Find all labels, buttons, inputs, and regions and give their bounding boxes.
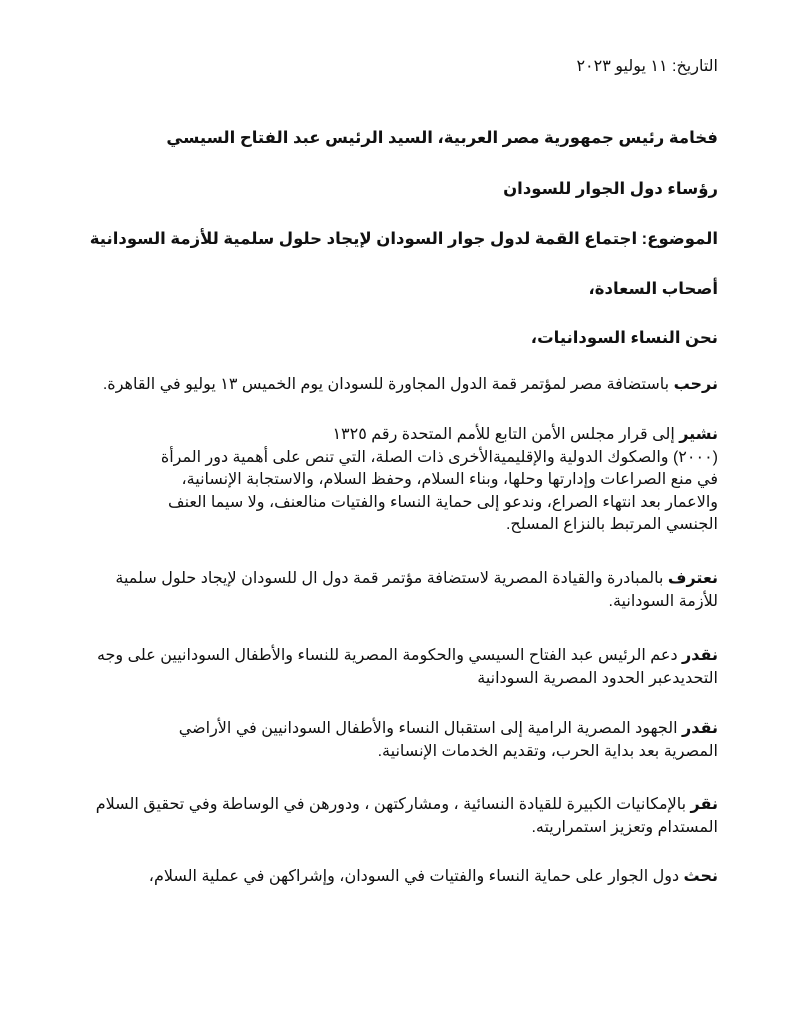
paragraph-line: نرحب باستضافة مصر لمؤتمر قمة الدول المجاورة للسودان يوم الخميس ١٣ يوليو في القاهرة. bbox=[102, 376, 718, 393]
lead-word: نرحب bbox=[673, 376, 718, 393]
paragraph-line: نقدر الجهود المصرية الرامية إلى استقبال النساء والأطفال السودانيين في الأراضي bbox=[178, 720, 718, 737]
paragraph-line: نقر بالإمكانيات الكبيرة للقيادة النسائية ، ومشاركتهن ، ودورهن في الوساطة وفي تحقيق السلام bbox=[95, 796, 718, 813]
paragraph-line: نعترف بالمبادرة والقيادة المصرية لاستضافة مؤتمر قمة دول ال للسودان لإيجاد حلول سلمية bbox=[115, 570, 718, 587]
paragraph-line: للأزمة السودانية. bbox=[608, 592, 718, 610]
paragraph-line: والاعمار بعد انتهاء الصراع، وندعو إلى حماية النساء والفتيات منالعنف، ولا سيما العنف bbox=[168, 493, 718, 511]
lead-word: نعترف bbox=[667, 570, 718, 587]
recipient2-line: رؤساء دول الجوار للسودان bbox=[503, 180, 718, 198]
lead-word: نقدر bbox=[682, 647, 718, 664]
paragraph-line: نشير إلى قرار مجلس الأمن التابع للأمم المتحدة رقم ١٣٢٥ bbox=[332, 426, 718, 443]
lead-word: نقدر bbox=[682, 720, 718, 737]
paragraph-line: في منع الصراعات وإدارتها وحلها، وبناء السلام، وحفظ السلام، والاستجابة الإنسانية، bbox=[181, 471, 718, 488]
paragraph-line: نحث دول الجوار على حماية النساء والفتيات في السودان، وإشراكهن في عملية السلام، bbox=[148, 868, 718, 885]
paragraph-appreciate-efforts bbox=[179, 718, 718, 763]
date-line: التاريخ: ١١ يوليو ٢٠٢٣ bbox=[576, 58, 718, 75]
paragraph-line: نقدر دعم الرئيس عبد الفتاح السيسي والحكومة المصرية للنساء والأطفال السودانيين على وجه bbox=[96, 647, 718, 664]
lead-word: نقر bbox=[690, 796, 718, 813]
paragraph-acknowledge bbox=[115, 568, 718, 613]
paragraph-line: الجنسي المرتبط بالنزاع المسلح. bbox=[505, 516, 718, 533]
paragraph-refer bbox=[161, 424, 718, 537]
paragraph-urge bbox=[149, 866, 718, 889]
subject-line: الموضوع: اجتماع القمة لدول جوار السودان لإيجاد حلول سلمية للأزمة السودانية bbox=[89, 230, 718, 248]
paragraph-line: المصرية بعد بداية الحرب، وتقديم الخدمات الإنسانية. bbox=[377, 742, 718, 760]
paragraph-appreciate-support bbox=[97, 645, 718, 690]
recipient-line: فخامة رئيس جمهورية مصر العربية، السيد الرئيس عبد الفتاح السيسي bbox=[166, 129, 718, 147]
paragraph-line: المستدام وتعزيز استمراريته. bbox=[531, 818, 718, 836]
paragraph-line: التحديدعبر الحدود المصرية السودانية bbox=[477, 669, 718, 687]
paragraph-line: (٢٠٠٠) والصكوك الدولية والإقليميةالأخرى ذات الصلة، التي تنص على أهمية دور المرأة bbox=[160, 448, 718, 466]
intro-line: نحن النساء السودانيات، bbox=[530, 329, 718, 347]
paragraph-recognize bbox=[96, 794, 718, 839]
lead-word: نشير bbox=[679, 426, 718, 443]
salutation-line: أصحاب السعادة، bbox=[588, 280, 718, 298]
paragraph-welcome bbox=[103, 374, 718, 397]
lead-word: نحث bbox=[683, 868, 718, 885]
